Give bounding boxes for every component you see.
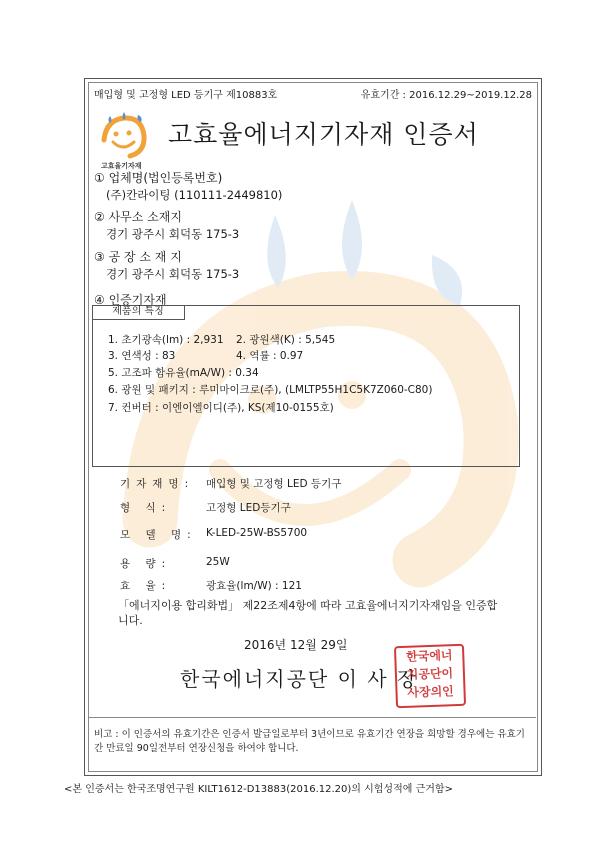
spec-value-equipment-name: 매입형 및 고정형 LED 등기구 [206, 478, 342, 490]
seal-text-line3: 사장의인 [407, 684, 454, 700]
equipment-label: ④ 인증기자재 [94, 293, 167, 307]
spec-label-model: 모 델 명: [120, 529, 197, 541]
factory-label: ③ 공 장 소 재 지 [94, 250, 182, 264]
features-heading: 제품의 특징 [92, 305, 185, 320]
note-divider [88, 717, 536, 718]
feature-light-source: 6. 광원 및 패키지 : 루미마이크로(주), (LMLTP55H1C5K7Z060-C80) [108, 384, 433, 396]
certificate-title: 고효율에너지기자재 인증서 [168, 120, 479, 149]
feature-converter: 7. 컨버터 : 이엔이엘이디(주), KS(제10-0155호) [108, 402, 334, 414]
spec-label-efficiency: 효 율: [120, 580, 172, 592]
feature-power-factor: 4. 역률 : 0.97 [236, 350, 304, 362]
validity-period: 유효기간 : 2016.12.29~2019.12.28 [360, 90, 532, 101]
logo-caption: 고효율기자재 [101, 162, 142, 170]
office-label: ② 사무소 소재지 [94, 210, 182, 224]
spec-value-type: 고정형 LED등기구 [206, 502, 291, 514]
feature-color-temp: 2. 광원색(K) : 5,545 [236, 334, 336, 346]
spec-value-efficiency: 광효율(lm/W) : 121 [206, 580, 302, 592]
feature-initial-flux: 1. 초기광속(lm) : 2,931 [108, 334, 224, 346]
spec-label-equipment-name: 기자재명: [120, 478, 195, 490]
validity-note: 비고 : 이 인증서의 유효기간은 인증서 발급일로부터 3년이므로 유효기간 연장을 희망할 경우에는 유효기간 만료일 90일전부터 연장신청을 하여야 합니다. [94, 729, 525, 754]
issue-date: 2016년 12월 29일 [244, 638, 348, 652]
company-value: (주)칸라이팅 (110111-2449810) [106, 188, 283, 202]
feature-harmonics: 5. 고조파 함유율(mA/W) : 0.34 [108, 367, 259, 379]
office-value: 경기 광주시 회덕동 175-3 [106, 227, 240, 241]
spec-value-capacity: 25W [206, 556, 230, 568]
company-label: ① 업체명(법인등록번호) [94, 171, 223, 185]
certification-statement: 「에너지이용 합리화법」 제22조제4항에 따라 고효율에너지기자재임을 인증합니다. [118, 599, 498, 627]
certificate-number: 매입형 및 고정형 LED 등기구 제10883호 [94, 90, 278, 101]
seal-text-line1: 한국에너 [405, 648, 453, 664]
issuer-name: 한국에너지공단 이 사 장 [180, 667, 419, 691]
spec-value-model: K-LED-25W-BS5700 [206, 527, 308, 539]
spec-label-capacity: 용 량: [120, 558, 172, 570]
test-report-footnote: <본 인증서는 한국조명연구원 KILT1612-D13883(2016.12.20)의 시험성적에 근거함> [64, 784, 453, 795]
spec-label-type: 형 식: [120, 502, 172, 514]
factory-value: 경기 광주시 회덕동 175-3 [106, 267, 240, 281]
feature-cri: 3. 연색성 : 83 [108, 350, 176, 362]
seal-text-line2: 지공단이 [406, 666, 454, 682]
official-seal [394, 644, 466, 708]
